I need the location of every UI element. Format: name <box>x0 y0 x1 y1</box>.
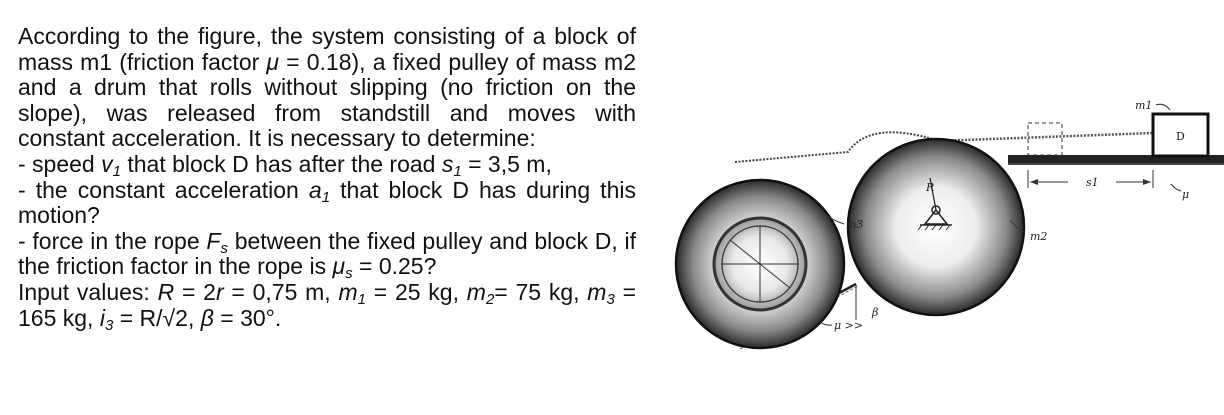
beta-label: β <box>872 306 879 319</box>
input-text-1: Input values: <box>18 278 158 305</box>
r-big-symbol: R <box>157 278 175 305</box>
i3-subscript: 3 <box>104 316 114 334</box>
s-subscript: 1 <box>453 162 462 180</box>
block-start-outline <box>1028 123 1062 155</box>
input-text-6: = 165 kg, <box>18 278 637 331</box>
q3-text-c: = 0.25? <box>352 253 437 280</box>
f-symbol: F <box>206 227 221 254</box>
mu-s-subscript: s <box>345 265 353 283</box>
i3-symbol: i <box>99 304 105 331</box>
q3-text-b: between the fixed pulley and block D, if the friction factor in the rope is <box>18 227 637 280</box>
a-subscript: 1 <box>321 188 331 206</box>
mu-block-label: μ <box>1182 188 1190 201</box>
radius-label: R <box>926 181 935 194</box>
m2-label: m2 <box>1030 230 1048 243</box>
m3-symbol: m <box>587 278 607 305</box>
question-acceleration <box>18 178 636 229</box>
m2-subscript: 2 <box>485 290 495 308</box>
f-subscript: s <box>220 239 228 257</box>
v-symbol: v <box>101 150 113 177</box>
q1-text-c: = 3,5 m, <box>461 150 552 177</box>
drum <box>676 180 844 348</box>
input-text-7: = R/√2, <box>113 304 201 331</box>
v-subscript: 1 <box>112 162 121 180</box>
s1-label: s1 <box>1086 176 1099 189</box>
s-symbol: s <box>441 150 454 177</box>
q2-text-a: - the constant acceleration <box>18 176 309 203</box>
input-text-4: = 25 kg, <box>365 278 467 305</box>
q1-text-b: that block D has after the road <box>120 150 442 177</box>
m1-label: m1 <box>1135 99 1153 112</box>
beta-symbol: β <box>200 304 214 331</box>
intro-text-2: = 0.18), a fixed pulley of mass m2 and a drum that rolls without slipping (no friction on the slope), was released from standstill and moves with constant acceleration. It is necessary to determine: <box>18 48 637 152</box>
q1-text-a: - speed <box>18 150 102 177</box>
question-force <box>18 227 637 283</box>
mu-symbol: μ <box>266 48 280 75</box>
input-text-5: = 75 kg, <box>494 278 588 305</box>
input-text-3: = 0,75 m, <box>223 278 339 305</box>
problem-statement <box>18 23 637 334</box>
m1-symbol: m <box>338 278 358 305</box>
mu-slope-label: μ >> <box>834 319 864 332</box>
mu-s-symbol: μ <box>332 253 346 280</box>
mechanism-diagram <box>650 60 1224 400</box>
m3-label: m3 <box>846 218 864 231</box>
q2-text-b: that block D has during this motion? <box>18 176 636 229</box>
fixed-pulley <box>848 139 1024 315</box>
input-values <box>18 278 637 334</box>
problem-intro <box>18 24 636 152</box>
input-text-2: = 2 <box>174 278 216 305</box>
a-symbol: a <box>308 176 322 203</box>
question-speed <box>18 152 636 178</box>
m1-subscript: 1 <box>357 290 366 308</box>
input-text-8: = 30°. <box>213 304 282 331</box>
intro-text-1: According to the figure, the system consisting of a block of mass m1 (friction factor <box>18 23 636 75</box>
m2-symbol: m <box>466 278 486 305</box>
block-d-label: D <box>1176 130 1185 143</box>
mechanism-figure <box>650 60 1224 400</box>
m3-subscript: 3 <box>606 290 615 308</box>
r-small-symbol: r <box>215 278 224 305</box>
q3-text-a: - force in the rope <box>18 227 207 254</box>
